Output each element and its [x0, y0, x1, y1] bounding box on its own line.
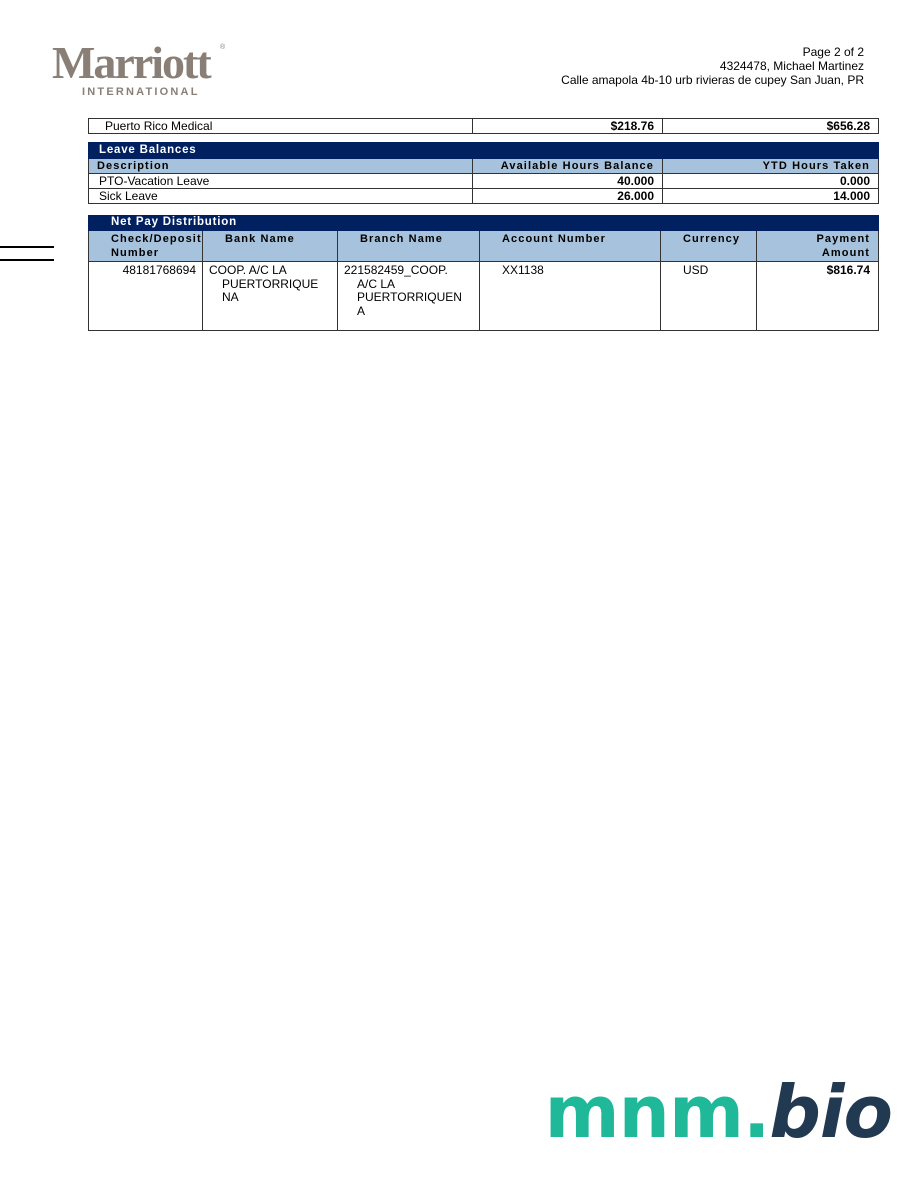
watermark-part1: mnm. — [544, 1070, 770, 1154]
net-bank-line2: PUERTORRIQUE — [222, 276, 319, 291]
leave-available: 40.000 — [473, 174, 663, 189]
net-branch-line3: PUERTORRIQUEN — [357, 290, 462, 304]
margin-rule-top — [0, 246, 54, 248]
marriott-logo — [52, 37, 228, 100]
net-pay-section-title: Net Pay Distribution — [89, 216, 879, 231]
leave-taken: 0.000 — [663, 174, 879, 189]
leave-row — [89, 174, 879, 189]
leave-desc: Sick Leave — [89, 189, 473, 204]
leave-section-bar — [89, 143, 879, 159]
net-header-amount — [757, 231, 879, 262]
page-number: Page 2 of 2 — [802, 45, 864, 59]
net-header-check-line1: Check/Deposit — [111, 233, 202, 245]
net-header-currency: Currency — [661, 231, 757, 262]
net-header-check-line2: Number — [111, 247, 160, 259]
net-branch-name — [338, 262, 480, 331]
leave-section-title: Leave Balances — [89, 143, 879, 159]
leave-taken: 14.000 — [663, 189, 879, 204]
leave-available: 26.000 — [473, 189, 663, 204]
net-account-number: XX1138 — [480, 262, 661, 331]
net-bank-line1: COOP. A/C LA — [209, 263, 287, 277]
employee-id-name: 4324478, Michael Martinez — [719, 59, 864, 73]
leave-balances-table — [88, 118, 879, 204]
logo-subtitle: INTERNATIONAL — [82, 86, 200, 98]
deduction-row — [89, 119, 879, 134]
logo-wordmark: Marriott — [52, 37, 210, 88]
net-currency: USD — [661, 262, 757, 331]
leave-header-taken: YTD Hours Taken — [663, 159, 879, 174]
net-header-branch: Branch Name — [338, 231, 480, 262]
watermark-logo — [545, 1072, 892, 1152]
page-header-info — [561, 45, 864, 87]
leave-header-available: Available Hours Balance — [473, 159, 663, 174]
margin-rule-bottom — [0, 259, 54, 261]
employee-address: Calle amapola 4b-10 urb rivieras de cupey San Juan, PR — [561, 73, 864, 87]
net-pay-table — [88, 215, 879, 331]
watermark-part2: bio — [769, 1070, 892, 1154]
net-header-check — [89, 231, 203, 262]
logo-registered-mark: ® — [220, 44, 226, 51]
net-header-amount-line2: Amount — [821, 247, 871, 259]
deduction-ytd: $656.28 — [663, 119, 879, 134]
net-header-bank: Bank Name — [203, 231, 338, 262]
leave-row — [89, 189, 879, 204]
leave-header-description: Description — [89, 159, 473, 174]
net-branch-line2: A/C LA — [357, 276, 396, 291]
leave-column-headers — [89, 159, 879, 174]
net-payment-amount: $816.74 — [757, 262, 879, 331]
net-check-number: 48181768694 — [89, 262, 203, 331]
net-header-account: Account Number — [480, 231, 661, 262]
net-bank-line3: NA — [222, 290, 239, 304]
net-bank-name — [203, 262, 338, 331]
net-pay-section-bar — [89, 216, 879, 231]
deduction-label: Puerto Rico Medical — [89, 119, 473, 134]
deduction-current: $218.76 — [473, 119, 663, 134]
net-pay-row — [89, 262, 879, 331]
net-pay-column-headers — [89, 231, 879, 262]
net-branch-line4: A — [357, 303, 366, 318]
leave-desc: PTO-Vacation Leave — [89, 174, 473, 189]
net-header-amount-line1: Payment — [816, 233, 871, 245]
net-branch-line1: 221582459_COOP. — [344, 263, 448, 277]
